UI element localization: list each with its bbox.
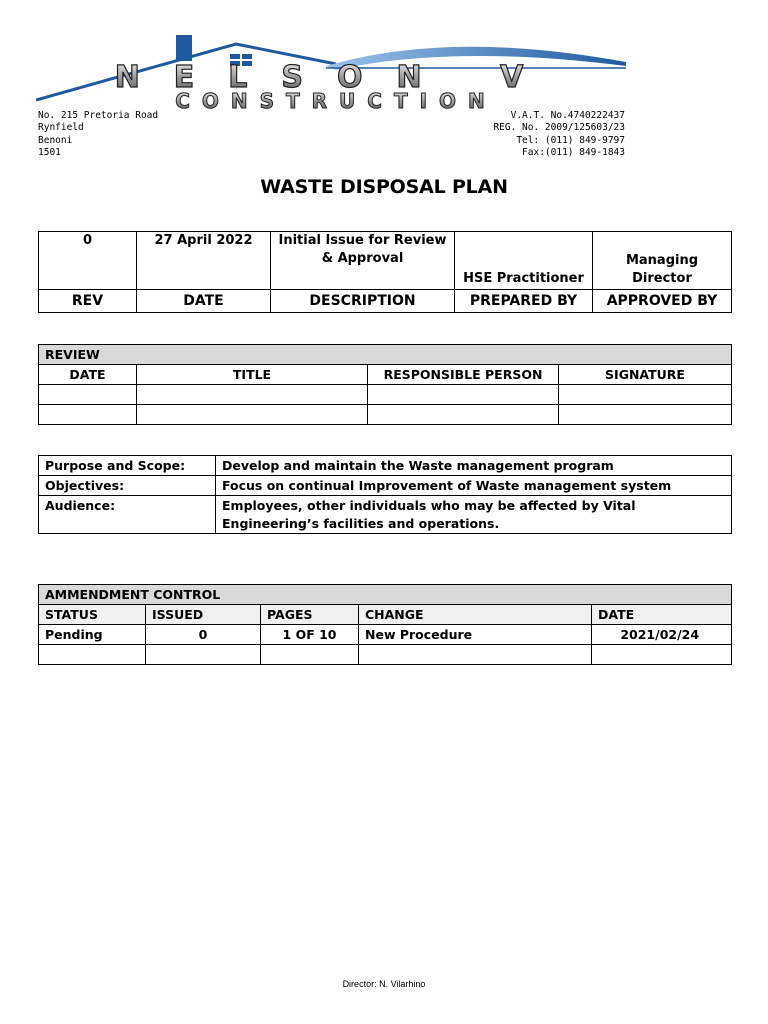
amend-date: 2021/02/24 bbox=[592, 625, 732, 645]
amendment-table bbox=[38, 584, 732, 665]
company-address bbox=[38, 110, 158, 159]
table-row bbox=[39, 405, 732, 425]
rev-description: Initial Issue for Review & Approval bbox=[271, 232, 455, 290]
company-logo bbox=[36, 30, 628, 114]
objectives-value: Focus on continual Improvement of Waste management system bbox=[216, 476, 732, 496]
vat-number: V.A.T. No.4740222437 bbox=[510, 110, 625, 121]
revision-table bbox=[38, 231, 732, 313]
description-label: DESCRIPTION bbox=[271, 290, 455, 313]
approved-by-role: Managing Director bbox=[593, 232, 732, 290]
address-line: 1501 bbox=[38, 146, 61, 158]
page-footer: Director: N. Vilarhino bbox=[342, 979, 426, 989]
purpose-table bbox=[38, 455, 732, 534]
amend-col-date: DATE bbox=[592, 605, 732, 625]
amend-issued: 0 bbox=[146, 625, 261, 645]
table-row bbox=[39, 476, 732, 496]
rev-value: 0 bbox=[39, 232, 137, 290]
document-title: WASTE DISPOSAL PLAN bbox=[260, 176, 508, 198]
amend-col-status: STATUS bbox=[39, 605, 146, 625]
amend-status: Pending bbox=[39, 625, 146, 645]
approved-by-label: APPROVED BY bbox=[593, 290, 732, 313]
table-row bbox=[39, 456, 732, 476]
table-row bbox=[39, 645, 732, 665]
rev-date: 27 April 2022 bbox=[137, 232, 271, 290]
amend-col-issued: ISSUED bbox=[146, 605, 261, 625]
amendment-heading: AMMENDMENT CONTROL bbox=[39, 585, 732, 605]
logo-line2: CONSTRUCTION bbox=[175, 89, 497, 113]
table-row bbox=[39, 385, 732, 405]
table-row bbox=[39, 496, 732, 534]
review-col-date: DATE bbox=[39, 365, 137, 385]
logo-line1: NELSON V bbox=[114, 60, 558, 95]
amend-change: New Procedure bbox=[359, 625, 592, 645]
prepared-by-role: HSE Practitioner bbox=[455, 232, 593, 290]
company-registration bbox=[493, 110, 625, 159]
telephone: Tel: (011) 849-9797 bbox=[516, 134, 625, 146]
fax: Fax:(011) 849-1843 bbox=[522, 146, 625, 158]
purpose-value: Develop and maintain the Waste management program bbox=[216, 456, 732, 476]
reg-number: REG. No. 2009/125603/23 bbox=[493, 122, 625, 134]
audience-value: Employees, other individuals who may be affected by Vital Engineering’s facilities and operations. bbox=[216, 496, 732, 534]
address-line: No. 215 Pretoria Road bbox=[38, 110, 159, 121]
audience-label: Audience: bbox=[39, 496, 216, 534]
rev-label: REV bbox=[39, 290, 137, 313]
amend-col-change: CHANGE bbox=[359, 605, 592, 625]
review-table bbox=[38, 344, 732, 425]
review-col-responsible: RESPONSIBLE PERSON bbox=[368, 365, 559, 385]
prepared-by-label: PREPARED BY bbox=[455, 290, 593, 313]
review-heading: REVIEW bbox=[39, 345, 732, 365]
amend-col-pages: PAGES bbox=[261, 605, 359, 625]
review-col-signature: SIGNATURE bbox=[559, 365, 732, 385]
amend-pages: 1 OF 10 bbox=[261, 625, 359, 645]
address-line: Rynfield bbox=[38, 122, 84, 134]
date-label: DATE bbox=[137, 290, 271, 313]
objectives-label: Objectives: bbox=[39, 476, 216, 496]
table-row bbox=[39, 625, 732, 645]
review-col-title: TITLE bbox=[137, 365, 368, 385]
purpose-label: Purpose and Scope: bbox=[39, 456, 216, 476]
address-line: Benoni bbox=[38, 134, 73, 146]
